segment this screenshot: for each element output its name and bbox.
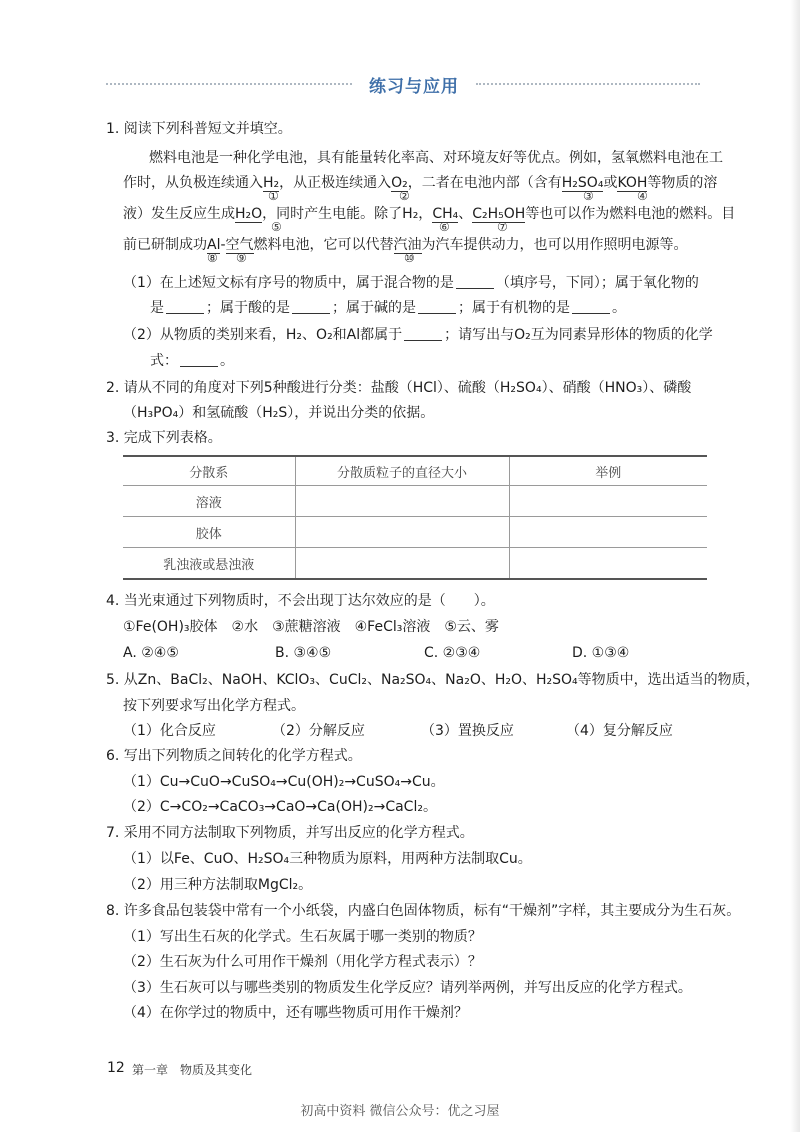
- mark-5: ⑤: [271, 220, 282, 234]
- mark-6: ⑥: [439, 220, 450, 234]
- mark-8: ⑧: [207, 251, 218, 265]
- section-title: 练习与应用: [369, 77, 459, 97]
- answer-blank[interactable]: [404, 327, 442, 341]
- term-al: Al: [207, 237, 221, 253]
- term-c2h5oh: C₂H₅OH: [472, 206, 526, 222]
- q4-option-c[interactable]: C. ②③④: [424, 645, 481, 661]
- q1-title: 1. 阅读下列科普短文并填空。: [106, 121, 292, 137]
- q1-passage-line-2: 作时，从负极连续通入H₂，从正极连续通入O₂，二者在电池内部（含有H₂SO₄或KOH等物质的溶: [123, 175, 718, 191]
- q1-sub2-line-2: 式： 。: [150, 353, 234, 369]
- q7-title: 7. 采用不同方法制取下列物质，并写出反应的化学方程式。: [106, 825, 474, 841]
- term-gasoline: 汽油: [393, 237, 422, 253]
- term-h2o: H₂O: [235, 206, 263, 222]
- table-row-label: 胶体: [123, 517, 295, 548]
- q8-item-1: （1）写出生石灰的化学式。生石灰属于哪一类别的物质？: [123, 929, 482, 945]
- q5-line-2: 按下列要求写出化学方程式。: [123, 698, 305, 714]
- q5-line-1: 5. 从Zn、BaCl₂、NaOH、KClO₃、CuCl₂、Na₂SO₄、Na₂O、H₂O、H₂SO₄等物质中，选出适当的物质，: [106, 672, 760, 688]
- q1-sub1-line-1: （1）在上述短文标有序号的物质中，属于混合物的是 （填序号，下同）；属于氧化物的: [123, 275, 699, 291]
- q6-item-1: （1）Cu→CuO→CuSO₄→Cu(OH)₂→CuSO₄→Cu。: [123, 774, 445, 790]
- table-header-cell: 分散质粒子的直径大小: [295, 456, 509, 486]
- table-cell-empty[interactable]: [295, 517, 509, 548]
- mark-1: ①: [268, 189, 279, 203]
- mark-9: ⑨: [236, 251, 247, 265]
- table-row: [123, 486, 707, 517]
- table-cell-empty[interactable]: [295, 486, 509, 517]
- table-header-cell: 举例: [509, 456, 707, 486]
- mark-2: ②: [399, 189, 410, 203]
- q6-item-2: （2）C→CO₂→CaCO₃→CaO→Ca(OH)₂→CaCl₂。: [123, 799, 437, 815]
- q5-item-4: （4）复分解反应: [566, 723, 673, 739]
- dispersion-table: [123, 455, 707, 580]
- mark-7: ⑦: [497, 220, 508, 234]
- term-ch4: CH₄: [432, 206, 459, 222]
- table-cell-empty[interactable]: [509, 486, 707, 517]
- q1-passage-line-4: 前已研制成功Al-空气燃料电池，它可以代替汽油为汽车提供动力，也可以用作照明电源等。: [123, 237, 688, 253]
- q6-title: 6. 写出下列物质之间转化的化学方程式。: [106, 748, 362, 764]
- q1-passage-line-3: 液）发生反应生成H₂O，同时产生电能。除了H₂，CH₄、C₂H₅OH等也可以作为燃料电池的燃料。目: [123, 206, 736, 222]
- q1-passage-line-1: 燃料电池是一种化学电池，具有能量转化率高、对环境友好等优点。例如，氢氧燃料电池在工: [149, 150, 723, 166]
- term-o2: O₂: [391, 175, 408, 191]
- table-cell-empty[interactable]: [509, 548, 707, 580]
- term-koh: KOH: [617, 175, 648, 191]
- section-header: [106, 72, 700, 96]
- mark-4: ④: [637, 189, 648, 203]
- q4-stem: 4. 当光束通过下列物质时，不会出现丁达尔效应的是（ ）。: [106, 593, 495, 609]
- page-number: 12: [107, 1060, 125, 1076]
- table-row: [123, 548, 707, 580]
- page-edge-shadow: [790, 0, 800, 1132]
- answer-blank[interactable]: [572, 300, 610, 314]
- q5-item-2: （2）分解反应: [272, 723, 365, 739]
- chapter-label: 第一章 物质及其变化: [132, 1063, 253, 1077]
- q8-title: 8. 许多食品包装袋中常有一个小纸袋，内盛白色固体物质，标有“干燥剂”字样，其主要成分为生石灰。: [106, 903, 741, 919]
- q4-option-d[interactable]: D. ①③④: [572, 645, 630, 661]
- mark-3: ③: [583, 189, 594, 203]
- header-dotted-rule-left: [106, 83, 352, 85]
- q4-option-b[interactable]: B. ③④⑤: [275, 645, 332, 661]
- term-h2: H₂: [263, 175, 280, 191]
- q8-item-4: （4）在你学过的物质中，还有哪些物质可用作干燥剂？: [123, 1005, 468, 1021]
- table-header-row: [123, 456, 707, 486]
- answer-blank[interactable]: [418, 300, 456, 314]
- q3-title: 3. 完成下列表格。: [106, 430, 222, 446]
- answer-blank[interactable]: [166, 300, 204, 314]
- answer-blank[interactable]: [456, 275, 494, 289]
- q5-item-3: （3）置换反应: [421, 723, 514, 739]
- credit-line: 初高中资料 微信公众号：优之习屋: [300, 1104, 500, 1119]
- table-row-label: 溶液: [123, 486, 295, 517]
- table-cell-empty[interactable]: [509, 517, 707, 548]
- q8-item-2: （2）生石灰为什么可用作干燥剂（用化学方程式表示）？: [123, 954, 482, 970]
- q7-item-2: （2）用三种方法制取MgCl₂。: [123, 877, 313, 893]
- q4-option-a[interactable]: A. ②④⑤: [123, 645, 179, 661]
- q2-line-1: 2. 请从不同的角度对下列5种酸进行分类：盐酸（HCl）、硫酸（H₂SO₄）、硝酸（HNO₃）、磷酸: [106, 380, 692, 396]
- q2-line-2: （H₃PO₄）和氢硫酸（H₂S），并说出分类的依据。: [123, 405, 435, 421]
- q7-item-1: （1）以Fe、CuO、H₂SO₄三种物质为原料，用两种方法制取Cu。: [123, 851, 532, 867]
- table-header-cell: 分散系: [123, 456, 295, 486]
- table-row-label: 乳浊液或悬浊液: [123, 548, 295, 580]
- q1-sub2-line-1: （2）从物质的类别来看，H₂、O₂和Al都属于 ；请写出与O₂互为同素异形体的物质的化学: [123, 327, 713, 343]
- table-cell-empty[interactable]: [295, 548, 509, 580]
- answer-blank[interactable]: [292, 300, 330, 314]
- term-air: 空气: [225, 237, 254, 253]
- header-dotted-rule-right: [476, 83, 700, 85]
- term-h2so4: H₂SO₄: [561, 175, 604, 191]
- q8-item-3: （3）生石灰可以与哪些类别的物质发生化学反应？请列举两例，并写出反应的化学方程式。: [123, 980, 692, 996]
- q1-sub1-line-2: 是 ；属于酸的是 ；属于碱的是 ；属于有机物的是 。: [150, 300, 626, 316]
- table-row: [123, 517, 707, 548]
- q4-items: ①Fe(OH)₃胶体 ②水 ③蔗糖溶液 ④FeCl₃溶液 ⑤云、雾: [123, 619, 499, 635]
- q5-item-1: （1）化合反应: [123, 723, 216, 739]
- mark-10: ⑩: [404, 251, 415, 265]
- answer-blank[interactable]: [180, 353, 218, 367]
